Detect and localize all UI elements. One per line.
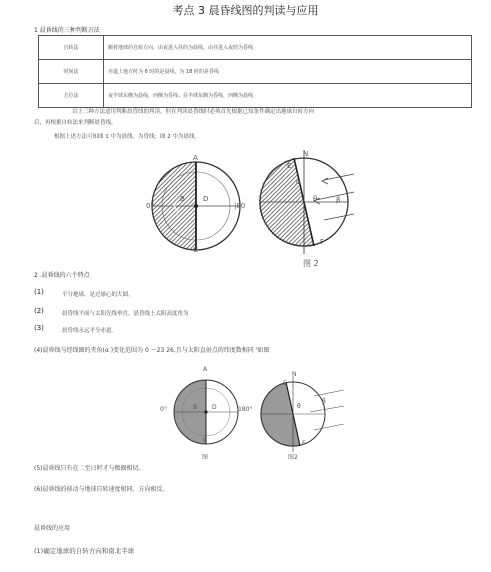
item-4-text: (4)晨昏线与经线圈的夹角(α )变化范围为 0 ～23 26,且与太阳直射点的纬度数相同 '如图: [34, 347, 270, 354]
fig4-label-e: E: [283, 380, 287, 387]
analysis-text: 根据上述方法可知图 1 中为晨线，为昏线；图 2 中为晨线。: [54, 134, 200, 140]
table-row: [39, 84, 472, 108]
note-line-2: 后，再根据自转法来判断晨昏线。: [34, 120, 117, 126]
method-name: 自转法: [39, 36, 104, 60]
fig2-label-theta: θ: [313, 195, 318, 203]
fig3-label-d: D: [212, 404, 217, 411]
sun-ray: [314, 390, 344, 396]
fig1-label-b: B: [180, 195, 185, 203]
fig3-label-180deg: 180°: [238, 406, 253, 413]
sun-ray: [310, 406, 344, 412]
fig3-label-c: C: [203, 437, 208, 444]
fig3-caption: 图: [202, 454, 209, 461]
fig2-label-beta: β: [336, 196, 341, 204]
fig4-caption: 图2: [288, 454, 298, 461]
fig2-caption: 图 2: [303, 259, 319, 268]
section-2-heading: 2 .晨昏线的六个特点: [34, 272, 90, 279]
fig4-label-f: F: [302, 440, 306, 447]
fig4-label-theta: θ: [297, 403, 301, 410]
fig2-label-n: N: [303, 150, 309, 158]
sun-ray: [324, 214, 354, 220]
item-2-text: 晨昏线平面与太阳光线垂直，晨昏线上太阳高度角为: [62, 311, 189, 317]
arrow-icon: [322, 178, 328, 184]
method-name: 时间法: [39, 60, 104, 84]
section-3-item-1: (1)确定地球的自转方向和南北半球: [34, 547, 135, 555]
table-row: [39, 60, 472, 84]
method-name: 方位法: [39, 84, 104, 108]
pole-dot: [204, 410, 207, 413]
fig4-label-n: N: [292, 371, 297, 378]
item-1-num: (1): [34, 288, 44, 296]
fig2-label-f: F: [320, 238, 325, 246]
pole-dot: [194, 204, 198, 208]
item-1-text: 平分地球，是过球心的大圆。: [62, 292, 134, 298]
item-5-text: (5)晨昏线只有在二至日时才与极圈相切。: [34, 465, 145, 472]
fig4-label-beta: β: [322, 398, 326, 405]
item-2-num: (2): [34, 307, 44, 315]
table-row: [39, 36, 472, 60]
sun-ray: [314, 424, 344, 430]
method-desc: 夜半球东侧为晨线，西侧为昏线；昼半球东侧为昏线，西侧为晨线: [104, 84, 472, 108]
fig3-label-a: A: [203, 366, 208, 373]
fig1-label-180deg: |80: [234, 202, 246, 210]
item-3-text: 晨昏线永远平分赤道。: [62, 328, 118, 334]
fig1-label-a: A: [193, 154, 198, 162]
item-3-num: (3): [34, 324, 44, 332]
night-hemisphere: [259, 158, 314, 247]
section-1-heading: 1 晨昏线的三种判断方法: [34, 27, 100, 34]
item-6-text: (6)晨昏线的移动与地球自转速度相同、方向相反。: [34, 486, 169, 493]
note-line-1: 以上三种方法适用判断晨昏线的判读，但在判读晨昏线时必须首先根据已知条件确定出地球自转方向: [72, 109, 315, 115]
fig2-label-e: E: [287, 162, 292, 170]
fig2-label-alpha: α: [296, 178, 301, 186]
method-desc: 赤道上地方时为 6 时的是晨线，为 18 时的是昏线: [104, 60, 472, 84]
page-title: 考点 3 晨昏线图的判读与应用: [172, 4, 319, 17]
night-hemisphere: [260, 382, 300, 447]
fig3-label-b: B: [193, 404, 198, 411]
figure-1-right-globe: [258, 150, 358, 260]
fig1-label-0deg: 0°: [146, 202, 154, 210]
method-desc: 顺着地球的自转方向，由夜进入昼的为晨线，由昼进入夜的为昏线: [104, 36, 472, 60]
fig1-label-c: C: [193, 246, 198, 254]
methods-table: [38, 35, 472, 108]
fig1-label-d: D: [203, 195, 209, 203]
fig3-label-0deg: 0°: [160, 406, 167, 413]
section-3-heading: 晨昏线的应用: [34, 525, 71, 532]
